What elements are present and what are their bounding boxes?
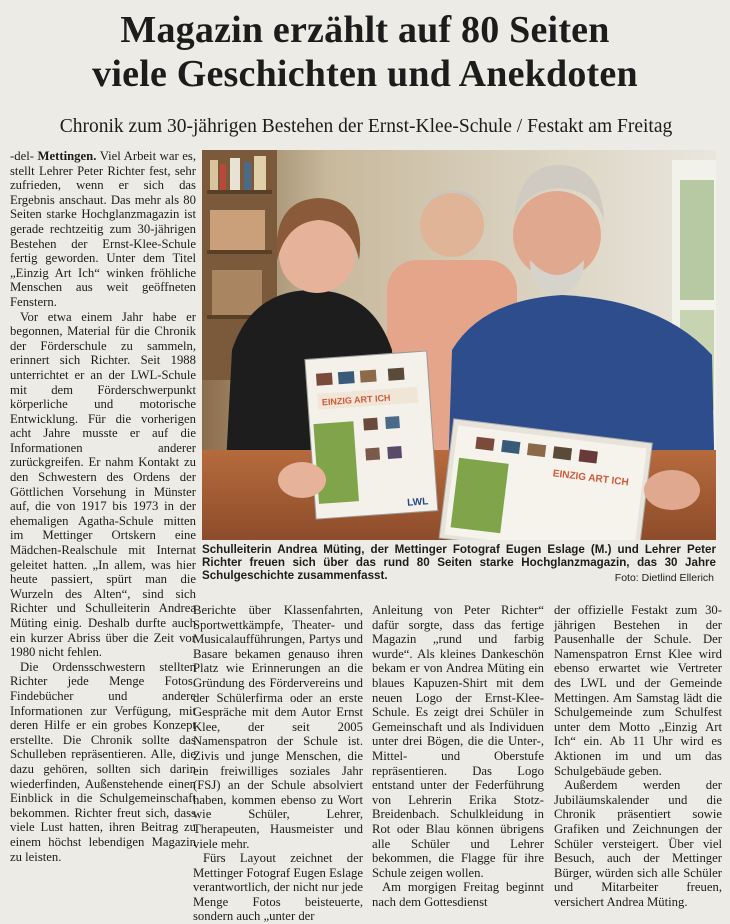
photo-credit: Foto: Dietlind Ellerich [614, 572, 714, 584]
subheadline: Chronik zum 30-jährigen Bestehen der Ernst-Klee-Schule / Festakt am Freitag [59, 116, 673, 137]
article-paragraph-6: Anleitung von Peter Richter“ dafür sorgte, dass das fertige Magazin „rund und farbig wurde“. Als kleines Dankeschön bekam er von Andrea Müting ein blaues Kapuzen-Shirt mit dem neuen Logo der Ernst-Klee-Schule. Es zeigt drei Schüler in Gemeinschaft und als Individuen unter drei Bögen, die die Unter-, Mittel- und Oberstufe repräsentieren. Das Logo entstand unter der Federführung von Lehrerin Erika Stotz-Breidenbach. Schulkleidung in Rot oder Blau können übrigens alle Schüler und Lehrer bekommen, die Flagge für ihre Schule zeigen wollen. [372, 603, 544, 880]
svg-text:EINZIG ART ICH: EINZIG ART ICH [552, 468, 630, 489]
article-paragraph-4: Berichte über Klassenfahrten, Sportwettkämpfe, Theater- und Musicalaufführungen, Partys und Basare bekamen genauso ihren Platz wie Erinnerungen an die Gründung des Fördervereins und der Schülerfirma oder an erste Gespräche mit dem Autor Ernst Klee, der seit 2005 Namenspatron der Schule ist. Zivis und junge Menschen, die ein freiwilliges soziales Jahr (FSJ) an der Schule absolviert haben, kommen ebenso zu Wort wie Schüler, Lehrer, Therapeuten, Hausmeister und viele mehr. [193, 603, 363, 851]
photo-illustration [202, 150, 716, 540]
headline-line-1: Magazin erzählt auf 80 Seiten [120, 9, 610, 51]
dateline-prefix: -del- [10, 149, 38, 163]
article-paragraph-9: Außerdem werden der Jubiläumskalender und die Chronik präsentiert sowie Grafiken und Zeichnungen der Schüler versteigert. Über viel Besuch, auch der Mettinger Bürger, würden sich alle Schüler und Mitarbeiter freuen, versichert Andrea Müting. [554, 778, 722, 909]
photo-caption: Schulleiterin Andrea Müting, der Mettinger Fotograf Eugen Eslage (M.) und Lehrer Peter Richter freuen sich über das rund 80 Seiten starke Hochglanzmagazin, das 30 Jahre Schulgeschichte zusammenfasst. [202, 543, 716, 583]
headline-line-2: viele Geschichten und Anekdoten [92, 53, 638, 95]
article-column-2 [193, 603, 363, 924]
article-paragraph-3: Die Ordensschwestern stellten Richter jede Menge Fotos, Findebücher und andere Informationen zur Verfügung, mit deren Hilfe er ein grobes Konzept erstellte. Die Chronik sollte das Schulleben repräsentieren. Alle, die dazu gehören, sollten sich darin wiederfinden, Außenstehende einen Einblick in die Schulgemeinschaft bekommen. Richter freut sich, dass viele Lust hatten, ihren Beitrag zu einem höchst lebendigen Magazin zu leisten. [10, 659, 196, 864]
article-paragraph-1 [10, 149, 196, 310]
svg-text:LWL: LWL [406, 496, 429, 509]
article-paragraph-2: Vor etwa einem Jahr habe er begonnen, Material für die Chronik der Förderschule zu sammeln, erinnert sich Richter. Seit 1988 unterrichtet er an der LWL-Schule mit dem Förderschwerpunkt körperliche und motorische Entwicklung. Für die vorherigen acht Jahre musste er auf die Informationen anderer zurückgreifen. Er nahm Kontakt zu den Schwestern des Ordens der Göttlichen Vorsehung in Münster auf, die von 1917 bis 1973 in der ehemaligen Agatha-Schule mitten im Mettinger Ortskern eine Mädchen-Realschule mit Internat geleitet hatten. „In allem, was hier heute passiert, spürt man die Wurzeln des Alten“, sind sich Richter und Schulleiterin Andrea Müting einig. Deshalb durfte auch ein kurzer Abriss über die Zeit vor 1980 nicht fehlen. [10, 309, 196, 660]
dateline-city: Mettingen. [37, 149, 97, 163]
article-photo [202, 150, 716, 540]
svg-text:EINZIG ART ICH: EINZIG ART ICH [321, 392, 391, 408]
article-column-4 [554, 603, 722, 909]
headline [0, 8, 730, 96]
article-paragraph-8: der offizielle Festakt zum 30-jährigen Bestehen in der Pausenhalle der Schule. Der Namenspatron Ernst Klee wird ebenso erwartet wie Vertreter des LWL und der Gemeinde Mettingen. Am Samstag lädt die Schulgemeinde zum Schulfest unter dem Motto „Einzig Art Ich“ ein. Ab 11 Uhr wird es Aktionen im und um das Schulgebäude geben. [554, 603, 722, 778]
article-column-1 [10, 149, 196, 864]
paragraph-1-text: Viel Arbeit war es, stellt Lehrer Peter Richter fest, sehr zufrieden, wenn er sich das Ergebnis anschaut. Das mehr als 80 Seiten starke Hochglanzmagazin ist gerade rechtzeitig zum 30-jährigen Bestehen der Ernst-Klee-Schule fertig geworden. Unter dem Titel „Einzig Art Ich“ winken fröhliche Menschen aus weit geöffneten Fenstern. [10, 149, 196, 309]
article-column-3 [372, 603, 544, 909]
article-paragraph-7: Am morgigen Freitag beginnt nach dem Gottesdienst [372, 880, 544, 909]
article-paragraph-5: Fürs Layout zeichnet der Mettinger Fotograf Eugen Eslage verantwortlich, der nicht nur jede Menge Fotos beisteuerte, sondern auch „unter der [193, 851, 363, 924]
